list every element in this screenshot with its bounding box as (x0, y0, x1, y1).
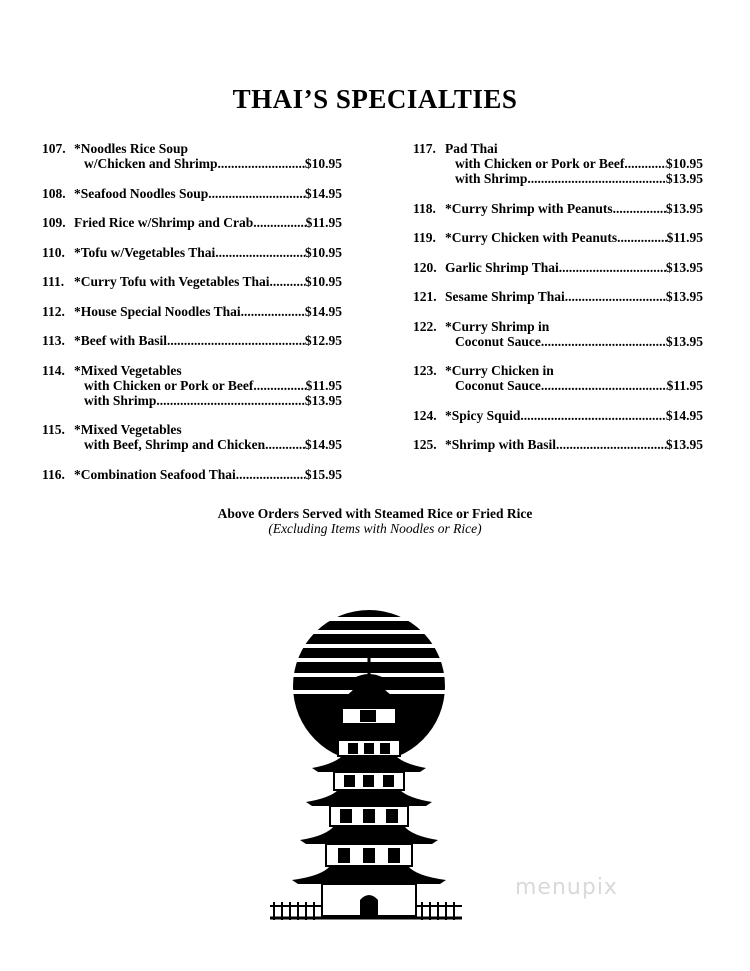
menu-item-option (413, 378, 703, 393)
menu-item-price: $14.95 (304, 437, 342, 452)
menu-item-header (42, 245, 342, 260)
menu-item-header (413, 408, 703, 423)
menu-item-header (42, 274, 342, 289)
menu-item-price: $10.95 (304, 156, 342, 171)
dot-leader (273, 274, 305, 289)
menu-item-header (413, 260, 703, 275)
menu-item (413, 230, 703, 245)
menu-item-header (42, 467, 342, 482)
dot-leader (613, 201, 666, 216)
menu-item-option (42, 378, 342, 393)
menu-column-left (42, 141, 342, 496)
menu-item (42, 245, 342, 260)
menu-item-name: Garlic Shrimp Thai (445, 259, 559, 275)
menu-item-header (42, 333, 342, 348)
dot-leader (559, 260, 666, 275)
menu-item-name: *Tofu w/Vegetables Thai (74, 244, 216, 260)
menu-item-option-text: Coconut Sauce (455, 333, 541, 349)
menu-item-price: $13.95 (665, 289, 703, 304)
menu-item-price: $13.95 (665, 259, 703, 275)
menu-item (42, 304, 342, 319)
menu-item-header (42, 422, 342, 437)
menu-item-option-text: with Chicken or Pork or Beef (455, 156, 625, 171)
dot-leader (236, 467, 305, 482)
menu-item-price: $10.95 (304, 274, 342, 289)
dot-leader (167, 333, 305, 348)
menu-item-name: Sesame Shrimp Thai (445, 289, 565, 304)
menu-item-option (42, 437, 342, 452)
menu-item-name: *Combination Seafood Thai (74, 466, 236, 482)
dot-leader (218, 156, 305, 171)
menu-item-number: 123. (413, 363, 437, 378)
menu-item-option-text: w/Chicken and Shrimp (84, 156, 218, 171)
dot-leader (156, 393, 304, 408)
dot-leader (253, 378, 305, 393)
menu-item-number: 125. (413, 437, 437, 452)
menu-item (42, 141, 342, 171)
menu-item (42, 422, 342, 452)
menu-item-number: 118. (413, 200, 436, 216)
menu-item-header (42, 304, 342, 319)
menu-item (413, 201, 703, 216)
dot-leader (556, 437, 666, 452)
menu-item (413, 141, 703, 186)
menu-item-header (413, 289, 703, 304)
menu-item-name: *Seafood Noodles Soup (74, 185, 209, 201)
menu-item-number: 119. (413, 230, 436, 245)
menu-item-name: *Curry Chicken with Peanuts (445, 230, 618, 245)
menu-column-right (413, 141, 703, 467)
menu-item (42, 274, 342, 289)
dot-leader (215, 245, 305, 260)
menu-item-number: 111. (42, 274, 65, 289)
menu-item-option-text: Coconut Sauce (455, 378, 541, 393)
menu-item-name: *Curry Shrimp with Peanuts (445, 200, 613, 216)
menu-item (42, 467, 342, 482)
menu-item-option-text: with Shrimp (84, 392, 157, 408)
menu-item-header (413, 363, 703, 378)
dot-leader (527, 171, 665, 186)
menu-item-header (42, 141, 342, 156)
dot-leader (541, 334, 666, 349)
menu-item-name: *Curry Chicken in (445, 363, 554, 378)
menu-item-price: $11.95 (305, 377, 342, 393)
dot-leader (265, 437, 305, 452)
menu-item-price: $13.95 (665, 171, 703, 186)
menu-item-number: 117. (413, 141, 436, 156)
menu-item-option-text: with Shrimp (455, 171, 528, 186)
menu-item-header (413, 141, 703, 156)
menu-item-header (42, 215, 342, 230)
serving-note (0, 506, 750, 536)
menu-item-header (42, 363, 342, 378)
menu-item-option (413, 171, 703, 186)
menu-item-option (42, 156, 342, 171)
page-title: THAI’S SPECIALTIES (232, 84, 518, 114)
menu-item-name: *Curry Tofu with Vegetables Thai. (74, 274, 273, 289)
menu-item-name: *House Special Noodles Thai (74, 303, 241, 319)
menu-item-option-text: with Beef, Shrimp and Chicken (84, 437, 266, 452)
menu-item-option (413, 156, 703, 171)
menu-item-number: 120. (413, 259, 437, 275)
menu-item-option-text: with Chicken or Pork or Beef (84, 377, 254, 393)
menu-item-price: $10.95 (665, 156, 703, 171)
menu-item-number: 115. (42, 422, 65, 437)
menu-item-price: $14.95 (665, 407, 703, 423)
menu-item (413, 408, 703, 423)
menu-item-price: $11.95 (666, 230, 703, 245)
menu-item (42, 363, 342, 408)
menu-item-number: 107. (42, 141, 66, 156)
dot-leader (541, 378, 667, 393)
menu-item-price: $14.95 (304, 185, 342, 201)
menu-item-number: 122. (413, 318, 437, 334)
menu-item-price: $13.95 (304, 392, 342, 408)
dot-leader (241, 304, 305, 319)
menu-item-header (413, 201, 703, 216)
menu-item-name: *Shrimp with Basil (445, 437, 557, 452)
menu-item-price: $15.95 (304, 466, 342, 482)
menu-item (413, 260, 703, 275)
menu-item-price: $12.95 (304, 333, 342, 348)
menu-item-name: Pad Thai (445, 141, 498, 156)
menu-item-name: *Spicy Squid (445, 407, 521, 423)
dot-leader (565, 289, 666, 304)
dot-leader (624, 156, 666, 171)
menu-item-option (413, 334, 703, 349)
menu-item-header (413, 230, 703, 245)
menu-item-number: 121. (413, 289, 437, 304)
menu-item-name: *Noodles Rice Soup (74, 141, 189, 156)
menu-item-price: $13.95 (665, 437, 703, 452)
menu-item (42, 186, 342, 201)
menu-item-price: $10.95 (304, 244, 342, 260)
watermark: menupix (515, 875, 618, 900)
menu-item-number: 109. (42, 215, 66, 230)
menu-item-number: 116. (42, 466, 65, 482)
menu-item-name: *Curry Shrimp in (445, 318, 550, 334)
menu-item-number: 112. (42, 303, 65, 319)
menu-item (413, 363, 703, 393)
menu-item-name: *Mixed Vegetables (74, 422, 182, 437)
menu-item (42, 215, 342, 230)
menu-item-number: 124. (413, 407, 437, 423)
menu-item-name: *Mixed Vegetables (74, 362, 182, 378)
menu-item-header (413, 437, 703, 452)
menu-item (42, 333, 342, 348)
dot-leader (520, 408, 665, 423)
menu-item-header (413, 319, 703, 334)
menu-item-number: 108. (42, 185, 66, 201)
menu-item-name: *Beef with Basil (74, 333, 167, 348)
menu-item (413, 319, 703, 349)
menu-item-price: $13.95 (665, 200, 703, 216)
menu-item (413, 437, 703, 452)
menu-item-option (42, 393, 342, 408)
menu-item-price: $11.95 (666, 378, 703, 393)
serving-note-line1: Above Orders Served with Steamed Rice or Fried Rice (217, 506, 533, 521)
menu-item-number: 114. (42, 362, 65, 378)
menu-item-number: 110. (42, 244, 65, 260)
dot-leader (253, 215, 305, 230)
menu-item (413, 289, 703, 304)
dot-leader (617, 230, 666, 245)
menu-item-header (42, 186, 342, 201)
menu-item-name: Fried Rice w/Shrimp and Crab (74, 215, 254, 230)
dot-leader (208, 186, 305, 201)
pagoda-illustration (266, 600, 466, 930)
menu-item-number: 113. (42, 333, 65, 348)
menu-item-price: $14.95 (304, 303, 342, 319)
serving-note-line2: (Excluding Items with Noodles or Rice) (268, 521, 482, 536)
menu-item-price: $11.95 (305, 215, 342, 230)
pagoda-tower-icon (270, 652, 462, 920)
menu-item-price: $13.95 (665, 333, 703, 349)
